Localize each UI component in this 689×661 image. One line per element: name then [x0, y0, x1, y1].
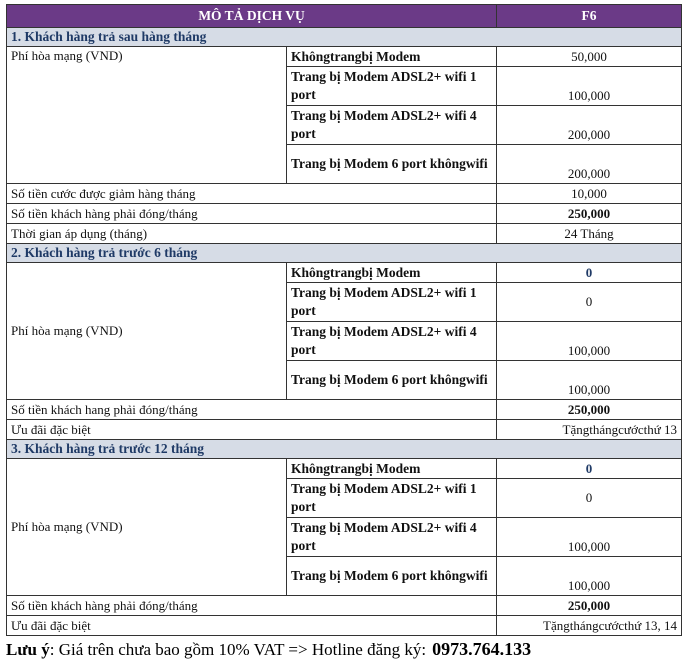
option-label: Trang bị Modem ADSL2+ wifi 4 port — [287, 518, 497, 557]
section-title-row — [7, 440, 682, 459]
option-label: Khôngtrangbị Modem — [287, 459, 497, 479]
option-value: 200,000 — [497, 145, 682, 184]
table-row — [7, 400, 682, 420]
table-row — [7, 616, 682, 636]
section-title: 1. Khách hàng trả sau hàng tháng — [7, 28, 682, 47]
option-label: Trang bị Modem 6 port khôngwifi — [287, 145, 497, 184]
table-row — [7, 204, 682, 224]
row-label: Số tiền cước được giảm hàng tháng — [7, 184, 497, 204]
option-value: 0 — [497, 459, 682, 479]
table-row — [7, 263, 682, 283]
section-title-row — [7, 28, 682, 47]
table-row — [7, 47, 682, 67]
section-title: 3. Khách hàng trả trước 12 tháng — [7, 440, 682, 459]
note-text: : Giá trên chưa bao gồm 10% VAT => Hotline đăng ký: — [49, 640, 427, 659]
pricing-table — [6, 4, 682, 636]
option-value: 200,000 — [497, 106, 682, 145]
row-value: 250,000 — [497, 400, 682, 420]
option-label: Trang bị Modem 6 port khôngwifi — [287, 557, 497, 596]
section-title-row — [7, 244, 682, 263]
option-label: Trang bị Modem ADSL2+ wifi 1 port — [287, 283, 497, 322]
row-value: 250,000 — [497, 596, 682, 616]
option-value: 50,000 — [497, 47, 682, 67]
option-value: 100,000 — [497, 322, 682, 361]
option-value: 100,000 — [497, 518, 682, 557]
option-label: Trang bị Modem ADSL2+ wifi 4 port — [287, 106, 497, 145]
row-value: 10,000 — [497, 184, 682, 204]
option-value: 0 — [497, 283, 682, 322]
table-row — [7, 459, 682, 479]
row-value: Tặngthángcướcthứ 13, 14 — [497, 616, 682, 636]
header-plan: F6 — [497, 5, 682, 28]
note-prefix: Lưu ý — [6, 640, 50, 659]
row-label: Số tiền khách hang phải đóng/tháng — [7, 400, 497, 420]
option-label: Trang bị Modem 6 port khôngwifi — [287, 361, 497, 400]
option-value: 0 — [497, 263, 682, 283]
fee-label: Phí hòa mạng (VND) — [7, 459, 287, 596]
option-value: 100,000 — [497, 361, 682, 400]
footer-note — [6, 638, 681, 660]
fee-label: Phí hòa mạng (VND) — [7, 263, 287, 400]
pricing-table-container — [6, 4, 681, 660]
table-row — [7, 184, 682, 204]
row-label: Ưu đãi đặc biệt — [7, 420, 497, 440]
header-description: MÔ TẢ DỊCH VỤ — [7, 5, 497, 28]
fee-label: Phí hòa mạng (VND) — [7, 47, 287, 184]
option-label: Trang bị Modem ADSL2+ wifi 4 port — [287, 322, 497, 361]
option-value: 100,000 — [497, 67, 682, 106]
table-row — [7, 224, 682, 244]
option-value: 0 — [497, 479, 682, 518]
table-header-row — [7, 5, 682, 28]
section-title: 2. Khách hàng trả trước 6 tháng — [7, 244, 682, 263]
option-label: Trang bị Modem ADSL2+ wifi 1 port — [287, 479, 497, 518]
option-label: Khôngtrangbị Modem — [287, 47, 497, 67]
table-row — [7, 420, 682, 440]
hotline-number[interactable]: 0973.764.133 — [432, 639, 532, 659]
row-label: Số tiền khách hàng phải đóng/tháng — [7, 204, 497, 224]
option-label: Khôngtrangbị Modem — [287, 263, 497, 283]
option-label: Trang bị Modem ADSL2+ wifi 1 port — [287, 67, 497, 106]
option-value: 100,000 — [497, 557, 682, 596]
row-label: Số tiền khách hàng phải đóng/tháng — [7, 596, 497, 616]
row-label: Ưu đãi đặc biệt — [7, 616, 497, 636]
row-value: 250,000 — [497, 204, 682, 224]
row-value: 24 Tháng — [497, 224, 682, 244]
row-label: Thời gian áp dụng (tháng) — [7, 224, 497, 244]
table-row — [7, 596, 682, 616]
row-value: Tặngthángcướcthứ 13 — [497, 420, 682, 440]
